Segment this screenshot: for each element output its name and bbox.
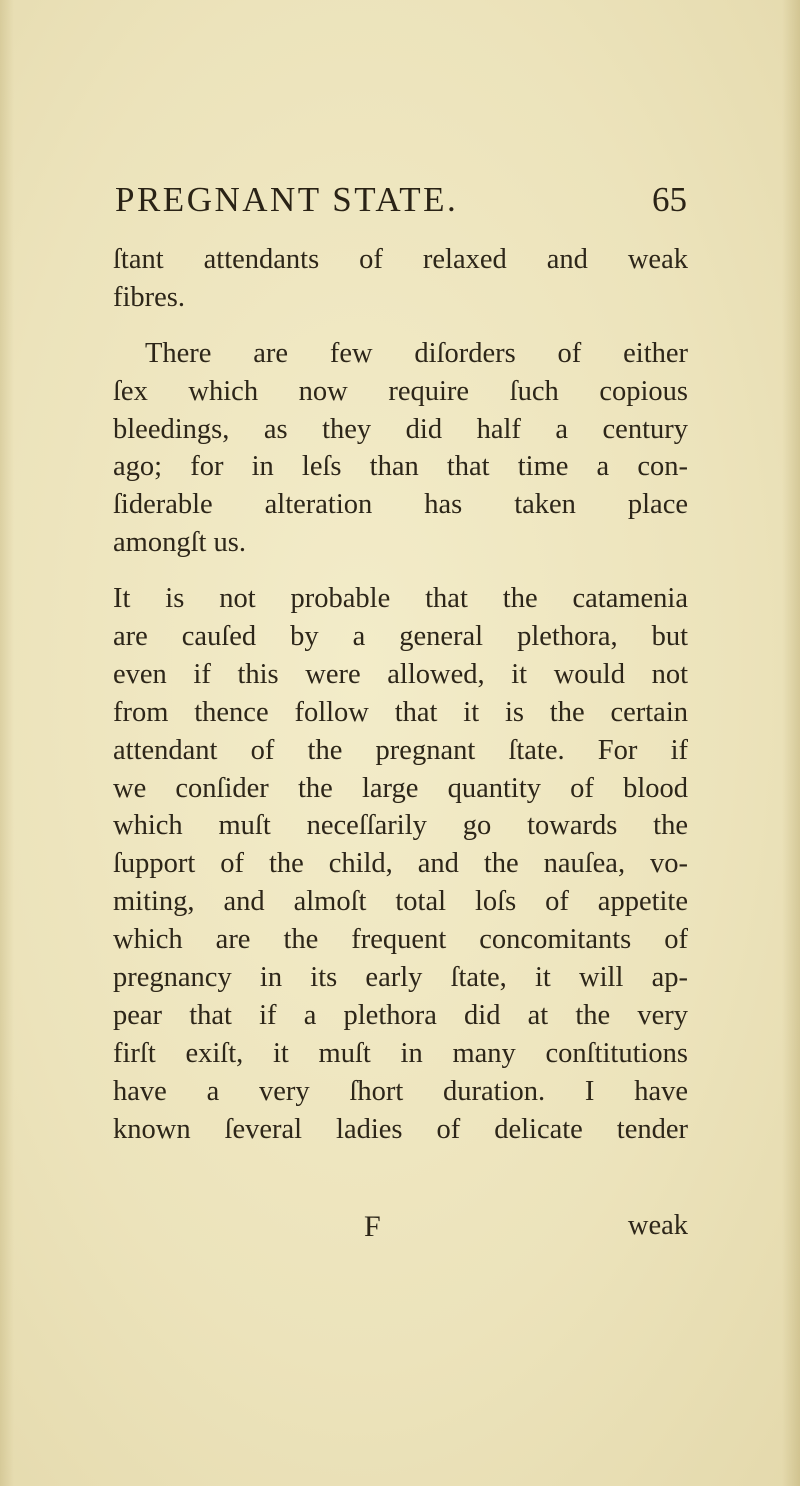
text-line: fibres. <box>113 281 186 313</box>
text-line: which muſt neceſſarily go towards the <box>113 810 688 842</box>
text-line: There are few diſorders of either <box>145 337 688 369</box>
text-line: ſupport of the child, and the nauſea, vo- <box>113 848 688 880</box>
text-line: have a very ſhort duration. I have <box>113 1075 688 1107</box>
running-title: PREGNANT STATE. <box>115 180 459 219</box>
page-number: 65 <box>652 180 687 219</box>
paragraph-gap <box>113 317 688 335</box>
text-line: It is not probable that the catamenia <box>113 583 688 615</box>
text-line: from thence follow that it is the certain <box>113 696 688 728</box>
text-line: known ſeveral ladies of delicate tender <box>113 1113 688 1145</box>
text-line: even if this were allowed, it would not <box>113 658 688 690</box>
running-header <box>115 180 687 220</box>
text-line: miting, and almoſt total loſs of appetite <box>113 886 688 918</box>
text-line: pear that if a plethora did at the very <box>113 999 688 1031</box>
text-line: ſiderable alteration has taken place <box>113 489 688 521</box>
body-text <box>113 241 688 1148</box>
catchword: weak <box>627 1210 688 1241</box>
text-line: ago; for in leſs than that time a con- <box>113 451 688 483</box>
text-line: bleedings, as they did half a century <box>113 413 688 445</box>
text-line: pregnancy in its early ſtate, it will ap- <box>113 962 688 994</box>
paragraph-gap <box>113 562 688 580</box>
text-line: attendant of the pregnant ſtate. For if <box>113 734 688 766</box>
text-line: we conſider the large quantity of blood <box>113 772 688 804</box>
text-line: are cauſed by a general plethora, but <box>113 621 688 653</box>
text-line: ſex which now require ſuch copious <box>113 375 688 407</box>
text-line: amongſt us. <box>113 527 246 559</box>
text-line: firſt exiſt, it muſt in many conſtitutions <box>113 1037 688 1069</box>
page-edge-shadow-right <box>782 0 800 1486</box>
text-line: ſtant attendants of relaxed and weak <box>113 244 688 275</box>
page-edge-shadow-left <box>0 0 14 1486</box>
signature-mark: F <box>364 1210 381 1243</box>
text-line: which are the frequent concomitants of <box>113 924 688 956</box>
